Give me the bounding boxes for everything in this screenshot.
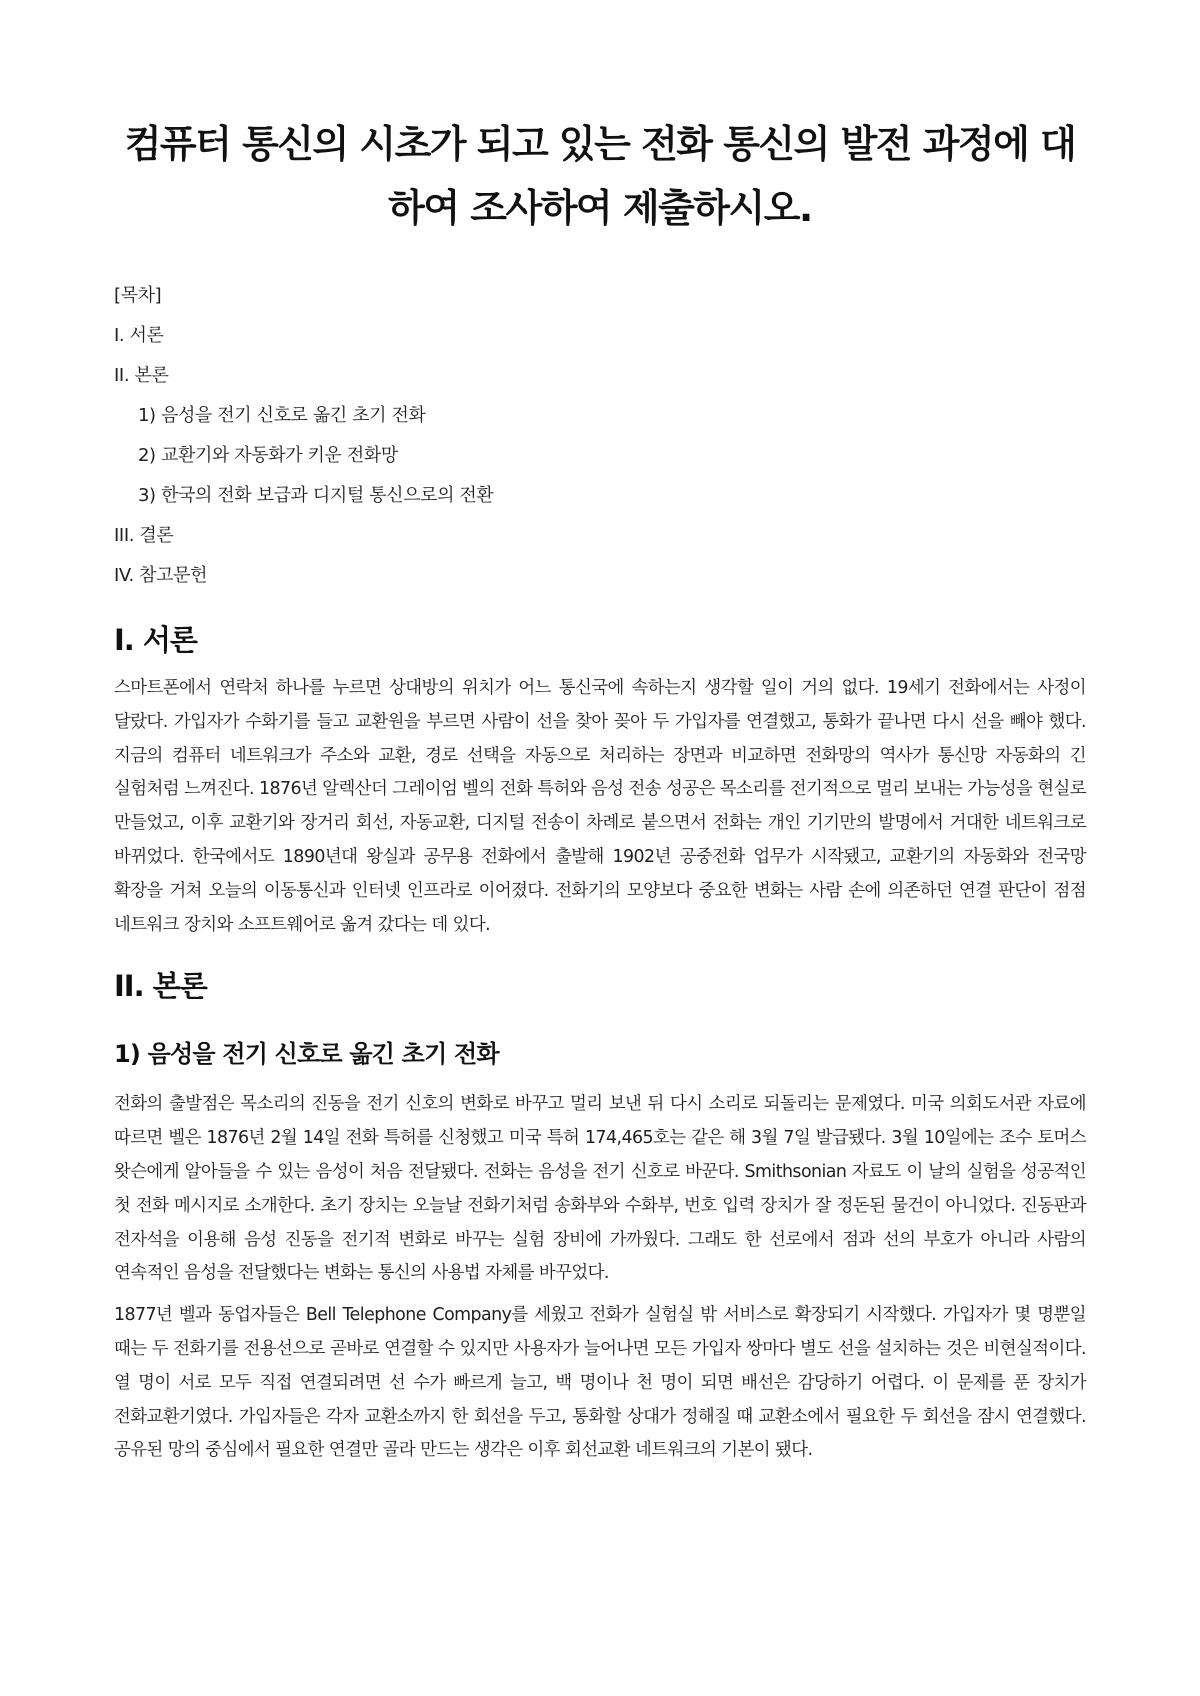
- toc-item-body[interactable]: II. 본론: [114, 365, 169, 386]
- toc-heading: [목차]: [114, 285, 162, 306]
- toc-item-references[interactable]: IV. 참고문헌: [114, 565, 208, 586]
- table-of-contents: [114, 276, 1086, 596]
- subsection-1-paragraph-1: 전화의 출발점은 목소리의 진동을 전기 신호의 변화로 바꾸고 멀리 보낸 뒤 다시 소리로 되돌리는 문제였다. 미국 의회도서관 자료에 따르면 벨은 1876년 2월 14일 전화 특허를 신청했고 미국 특허 174,465호는 같은 해 3월 7일 발급됐다. 3월 10일에는 조수 토머스 왓슨에게 알아들을 수 있는 음성이 처음 전달됐다. 전화는 음성을 전기 신호로 바꾼다. Smithsonian 자료도 이 날의 실험을 성공적인 첫 전화 메시지로 소개한다. 초기 장치는 오늘날 전화기처럼 송화부와 수화부, 번호 입력 장치가 잘 정돈된 물건이 아니었다. 진동판과 전자석을 이용해 음성 진동을 전기적 변화로 바꾸는 실험 장비에 가까웠다. 그래도 한 선로에서 점과 선의 부호가 아니라 사람의 연속적인 음성을 전달했다는 변화는 통신의 사용법 자체를 바꾸었다.: [114, 1094, 1086, 1284]
- body-section: [114, 966, 1086, 1468]
- toc-item-body-3[interactable]: 3) 한국의 전화 보급과 디지털 통신으로의 전환: [138, 485, 494, 506]
- introduction-section: [114, 620, 1086, 942]
- body-heading: II. 본론: [114, 969, 207, 1004]
- subsection-1-paragraph-2: 1877년 벨과 동업자들은 Bell Telephone Company를 세웠고 전화가 실험실 밖 서비스로 확장되기 시작했다. 가입자가 몇 명뿐일 때는 두 전화기를 전용선으로 곧바로 연결할 수 있지만 사용자가 늘어나면 모든 가입자 쌍마다 별도 선을 설치하는 것은 비현실적이다. 열 명이 서로 모두 직접 연결되려면 선 수가 빠르게 늘고, 백 명이나 천 명이 되면 배선은 감당하기 어렵다. 이 문제를 푼 장치가 전화교환기였다. 가입자들은 각자 교환소까지 한 회선을 두고, 통화할 상대가 정해질 때 교환소에서 필요한 두 회선을 잠시 연결했다. 공유된 망의 중심에서 필요한 연결만 골라 만드는 생각은 이후 회선교환 네트워크의 기본이 됐다.: [114, 1305, 1086, 1461]
- document-title: 컴퓨터 통신의 시초가 되고 있는 전화 통신의 발전 과정에 대하여 조사하여 제출하시오.: [124, 122, 1076, 230]
- introduction-heading: I. 서론: [114, 623, 197, 657]
- toc-item-introduction[interactable]: I. 서론: [114, 325, 164, 346]
- subsection-1-heading: 1) 음성을 전기 신호로 옮긴 초기 전화: [114, 1040, 499, 1069]
- introduction-paragraph: 스마트폰에서 연락처 하나를 누르면 상대방의 위치가 어느 통신국에 속하는지 생각할 일이 거의 없다. 19세기 전화에서는 사정이 달랐다. 가입자가 수화기를 들고 교환원을 부르면 사람이 선을 찾아 꽂아 두 가입자를 연결했고, 통화가 끝나면 다시 선을 빼야 했다. 지금의 컴퓨터 네트워크가 주소와 교환, 경로 선택을 자동으로 처리하는 장면과 비교하면 전화망의 역사가 통신망 자동화의 긴 실험처럼 느껴진다. 1876년 알렉산더 그레이엄 벨의 전화 특허와 음성 전송 성공은 목소리를 전기적으로 멀리 보내는 가능성을 현실로 만들었고, 이후 교환기와 장거리 회선, 자동교환, 디지털 전송이 차례로 붙으면서 전화는 개인 기기만의 발명에서 거대한 네트워크로 바뀌었다. 한국에서도 1890년대 왕실과 공무용 전화에서 출발해 1902년 공중전화 업무가 시작됐고, 교환기의 자동화와 전국망 확장을 거쳐 오늘의 이동통신과 인터넷 인프라로 이어졌다. 전화기의 모양보다 중요한 변화는 사람 손에 의존하던 연결 판단이 점점 네트워크 장치와 소프트웨어로 옮겨 갔다는 데 있다.: [114, 678, 1086, 935]
- toc-item-body-2[interactable]: 2) 교환기와 자동화가 키운 전화망: [138, 445, 398, 466]
- toc-item-body-1[interactable]: 1) 음성을 전기 신호로 옮긴 초기 전화: [138, 405, 426, 426]
- toc-item-conclusion[interactable]: III. 결론: [114, 525, 174, 546]
- body-subsection-1: [114, 1036, 1086, 1468]
